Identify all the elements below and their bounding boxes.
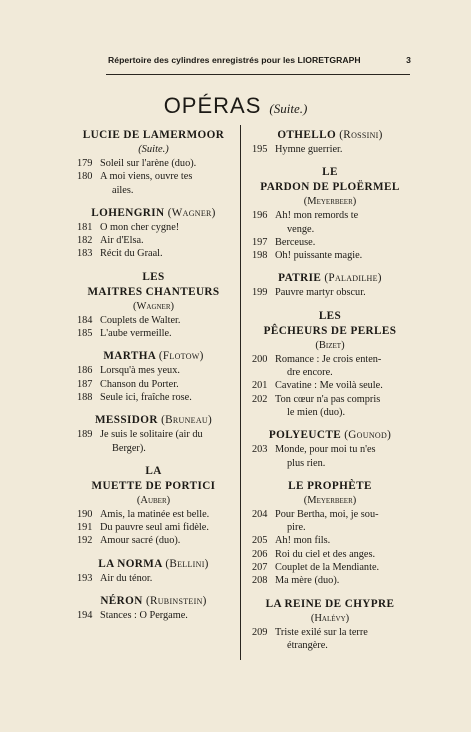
opera-title-line2: MUETTE DE PORTICI: [91, 479, 216, 492]
opera-title: [248, 597, 412, 612]
cylinder-title-line: Chanson du Porter.: [100, 378, 179, 390]
cylinder-title-line: Roi du ciel et des anges.: [275, 548, 376, 560]
cylinder-title: [100, 508, 234, 521]
opera-title: [73, 594, 234, 609]
cylinder-title: [275, 534, 412, 547]
cylinder-title-line: Pour Bertha, moi, je sou-: [275, 508, 379, 520]
cylinder-title: [275, 393, 412, 420]
cylinder-title-line: le mien (duo).: [287, 406, 346, 418]
opera-composer: (Rubinstein): [145, 595, 207, 608]
cylinder-number: 179: [77, 158, 93, 169]
cylinder-number: 208: [252, 575, 268, 587]
cylinder-number: 190: [77, 508, 93, 520]
cylinder-item: [248, 534, 412, 547]
opera-title: [248, 271, 412, 286]
opera-entry: [248, 165, 412, 262]
cylinder-title: [275, 353, 412, 380]
opera-name: NÉRON: [100, 595, 143, 608]
cylinder-title: [100, 221, 234, 234]
cylinder-title-line: Lorsqu'à mes yeux.: [100, 365, 180, 377]
cylinder-title-line: Berger).: [112, 442, 146, 454]
cylinder-title-line: Monde, pour moi tu n'es: [275, 444, 376, 456]
cylinder-number: 188: [77, 391, 93, 403]
opera-composer: (Paladilhe): [324, 272, 382, 285]
cylinder-number: 194: [77, 610, 93, 622]
cylinder-item: [248, 574, 412, 587]
cylinder-title-line: Stances : O Pergame.: [100, 610, 188, 622]
cylinder-title-line: Couplets de Walter.: [100, 314, 181, 326]
cylinder-number: 192: [77, 535, 93, 547]
cylinder-item: [73, 428, 234, 455]
opera-title: [248, 309, 412, 324]
cylinder-title-line: Cavatine : Me voilà seule.: [275, 380, 383, 392]
cylinder-title: [100, 314, 234, 327]
opera-title: [73, 464, 234, 479]
opera-composer: (Gounod): [344, 429, 392, 442]
opera-title: [248, 165, 412, 180]
opera-entry: [248, 479, 412, 588]
cylinder-number: 185: [77, 328, 93, 340]
cylinder-item: [248, 143, 412, 156]
opera-title-line2: PÊCHEURS DE PERLES: [263, 324, 397, 337]
cylinder-title-line: Berceuse.: [275, 236, 316, 248]
page-number: 3: [406, 55, 411, 65]
cylinder-item: [73, 521, 234, 534]
cylinder-item: [73, 327, 234, 340]
cylinder-item: [248, 393, 412, 420]
cylinder-title: [100, 157, 234, 170]
opera-name: PATRIE: [278, 272, 322, 285]
cylinder-number: 195: [252, 144, 268, 155]
cylinder-item: [248, 353, 412, 380]
cylinder-title-line: Amis, la matinée est belle.: [100, 508, 210, 520]
cylinder-item: [248, 443, 412, 470]
cylinder-number: 180: [77, 171, 93, 183]
cylinder-number: 205: [252, 535, 268, 547]
cylinder-title: [275, 143, 412, 156]
cylinder-item: [73, 314, 234, 327]
opera-title: [73, 128, 234, 143]
cylinder-item: [73, 364, 234, 377]
opera-title-line2: PARDON DE PLOËRMEL: [260, 181, 400, 194]
opera-title: [73, 557, 234, 572]
cylinder-item: [73, 234, 234, 247]
cylinder-item: [73, 170, 234, 197]
opera-title: [248, 128, 412, 143]
opera-name: LES: [318, 309, 342, 322]
opera-name: LUCIE DE LAMERMOOR: [82, 129, 225, 141]
cylinder-title-line: Ah! mon fils.: [275, 535, 331, 547]
cylinder-title-line: Ah! mon remords te: [275, 210, 359, 222]
opera-title: [248, 428, 412, 443]
title-main: OPÉRAS: [163, 93, 262, 118]
cylinder-item: [73, 508, 234, 521]
opera-title: [248, 479, 412, 494]
opera-entry: [73, 594, 234, 622]
cylinder-item: [248, 508, 412, 535]
cylinder-item: [73, 157, 234, 170]
cylinder-title-line: venge.: [287, 223, 315, 235]
opera-subtitle: (Auber): [136, 494, 171, 506]
cylinder-title: [275, 574, 412, 587]
opera-title: [73, 270, 234, 285]
cylinder-item: [73, 391, 234, 404]
cylinder-title: [100, 521, 234, 534]
cylinder-number: 209: [252, 626, 268, 638]
opera-title: [73, 413, 234, 428]
cylinder-item: [248, 379, 412, 392]
opera-entry: [73, 206, 234, 261]
cylinder-title-line: étrangère.: [287, 639, 328, 651]
cylinder-item: [73, 572, 234, 585]
cylinder-title: [275, 209, 412, 236]
cylinder-number: 204: [252, 508, 268, 520]
cylinder-item: [73, 609, 234, 622]
page-title: [0, 93, 471, 119]
cylinder-item: [248, 209, 412, 236]
cylinder-item: [248, 249, 412, 262]
cylinder-title: [100, 609, 234, 622]
cylinder-title: [275, 561, 412, 574]
cylinder-title-line: Amour sacré (duo).: [100, 535, 181, 547]
opera-subtitle: (Meyerbeer): [303, 494, 357, 506]
cylinder-title-line: Soleil sur l'arène (duo).: [100, 158, 197, 169]
cylinder-title: [100, 534, 234, 547]
opera-name: MESSIDOR: [94, 414, 158, 427]
cylinder-number: 199: [252, 287, 268, 299]
cylinder-title: [275, 379, 412, 392]
opera-entry: [248, 597, 412, 653]
cylinder-title-line: Je suis le solitaire (air du: [100, 429, 203, 441]
cylinder-title-line: Seule ici, fraîche rose.: [100, 391, 192, 403]
opera-title: [73, 206, 234, 221]
cylinder-title-line: Couplet de la Mendiante.: [275, 562, 380, 574]
opera-entry: [73, 557, 234, 585]
cylinder-number: 196: [252, 210, 268, 222]
cylinder-title: [100, 247, 234, 260]
cylinder-title-line: Air du ténor.: [100, 572, 153, 584]
opera-subtitle: (Suite.): [138, 144, 169, 155]
opera-entry: [73, 128, 234, 197]
opera-name: MARTHA: [103, 350, 156, 363]
cylinder-item: [73, 247, 234, 260]
cylinder-title: [100, 364, 234, 377]
cylinder-title: [275, 626, 412, 653]
opera-name: POLYEUCTE: [268, 429, 342, 442]
opera-subtitle: (Halévy): [310, 612, 350, 624]
cylinder-title-line: pire.: [287, 522, 306, 534]
cylinder-number: 200: [252, 353, 268, 365]
cylinder-title-line: Romance : Je crois enten-: [275, 353, 382, 365]
cylinder-number: 201: [252, 380, 268, 392]
opera-entry: [248, 271, 412, 299]
cylinder-title: [100, 327, 234, 340]
cylinder-item: [248, 561, 412, 574]
cylinder-title-line: Du pauvre seul ami fidèle.: [100, 522, 209, 534]
cylinder-title: [275, 443, 412, 470]
opera-entry: [73, 349, 234, 404]
right-column: [248, 128, 412, 661]
cylinder-item: [73, 378, 234, 391]
running-header: [108, 55, 411, 65]
cylinder-number: 207: [252, 562, 268, 574]
opera-entry: [248, 128, 412, 156]
opera-composer: (Rossini): [339, 129, 383, 141]
opera-entry: [73, 413, 234, 455]
opera-name: OTHELLO: [277, 129, 337, 141]
opera-composer: (Wagner): [167, 206, 216, 219]
cylinder-title-line: Récit du Graal.: [100, 248, 163, 260]
cylinder-number: 191: [77, 522, 93, 534]
cylinder-title: [275, 548, 412, 561]
opera-title: [73, 349, 234, 364]
cylinder-number: 193: [77, 572, 93, 584]
cylinder-title: [275, 286, 412, 299]
cylinder-title-line: Oh! puissante magie.: [275, 250, 363, 262]
cylinder-title: [275, 249, 412, 262]
cylinder-title: [100, 572, 234, 585]
cylinder-title-line: L'aube vermeille.: [100, 328, 172, 340]
left-column: [73, 128, 234, 631]
cylinder-title-line: Air d'Elsa.: [100, 235, 144, 247]
column-divider: [240, 125, 241, 660]
cylinder-item: [73, 221, 234, 234]
cylinder-title-line: ailes.: [112, 184, 134, 196]
cylinder-number: 184: [77, 314, 93, 326]
cylinder-number: 198: [252, 250, 268, 262]
cylinder-number: 197: [252, 236, 268, 248]
cylinder-title: [275, 508, 412, 535]
cylinder-title-line: Ton cœur n'a pas compris: [275, 393, 381, 405]
opera-name: LA: [145, 464, 162, 477]
opera-name: LE: [322, 166, 338, 179]
opera-composer: (Bellini): [165, 557, 209, 570]
cylinder-title: [100, 391, 234, 404]
opera-subtitle: (Wagner): [132, 300, 174, 312]
opera-entry: [73, 270, 234, 341]
cylinder-number: 186: [77, 365, 93, 377]
cylinder-number: 181: [77, 221, 93, 233]
cylinder-title-line: Pauvre martyr obscur.: [275, 287, 366, 299]
cylinder-title: [100, 378, 234, 391]
cylinder-item: [248, 626, 412, 653]
cylinder-title-line: Ma mère (duo).: [275, 575, 340, 587]
cylinder-title-line: Triste exilé sur la terre: [275, 626, 368, 638]
cylinder-title: [100, 428, 234, 455]
cylinder-number: 187: [77, 378, 93, 390]
opera-entry: [248, 428, 412, 470]
cylinder-title: [275, 236, 412, 249]
opera-composer: (Flotow): [158, 350, 204, 363]
cylinder-number: 206: [252, 548, 268, 560]
cylinder-title-line: dre encore.: [287, 367, 333, 379]
opera-subtitle: (Bizet): [315, 339, 345, 351]
cylinder-title-line: O mon cher cygne!: [100, 221, 180, 233]
opera-name: LE PROPHÈTE: [288, 479, 372, 492]
opera-name: LES: [142, 270, 165, 283]
cylinder-title-line: Hymne guerrier.: [275, 144, 343, 155]
cylinder-item: [73, 534, 234, 547]
header-text: Répertoire des cylindres enregistrés pour les LIORETGRAPH: [108, 55, 361, 65]
cylinder-title: [100, 170, 234, 197]
opera-name: LA NORMA: [98, 557, 163, 570]
cylinder-number: 203: [252, 444, 268, 456]
opera-name: LOHENGRIN: [91, 206, 165, 219]
opera-subtitle: (Meyerbeer): [303, 196, 357, 208]
cylinder-number: 183: [77, 248, 93, 260]
cylinder-item: [248, 236, 412, 249]
opera-composer: (Bruneau): [161, 414, 213, 427]
opera-entry: [73, 464, 234, 548]
opera-title-line2: MAITRES CHANTEURS: [87, 285, 220, 298]
opera-entry: [248, 309, 412, 419]
cylinder-number: 202: [252, 393, 268, 405]
cylinder-number: 189: [77, 429, 93, 441]
title-suite: (Suite.): [269, 101, 308, 116]
cylinder-title-line: plus rien.: [287, 457, 326, 469]
cylinder-title-line: A moi viens, ouvre tes: [100, 171, 193, 183]
header-rule: [106, 74, 410, 75]
cylinder-title: [100, 234, 234, 247]
cylinder-item: [248, 548, 412, 561]
cylinder-item: [248, 286, 412, 299]
opera-name: LA REINE DE CHYPRE: [265, 597, 395, 610]
cylinder-number: 182: [77, 235, 93, 247]
